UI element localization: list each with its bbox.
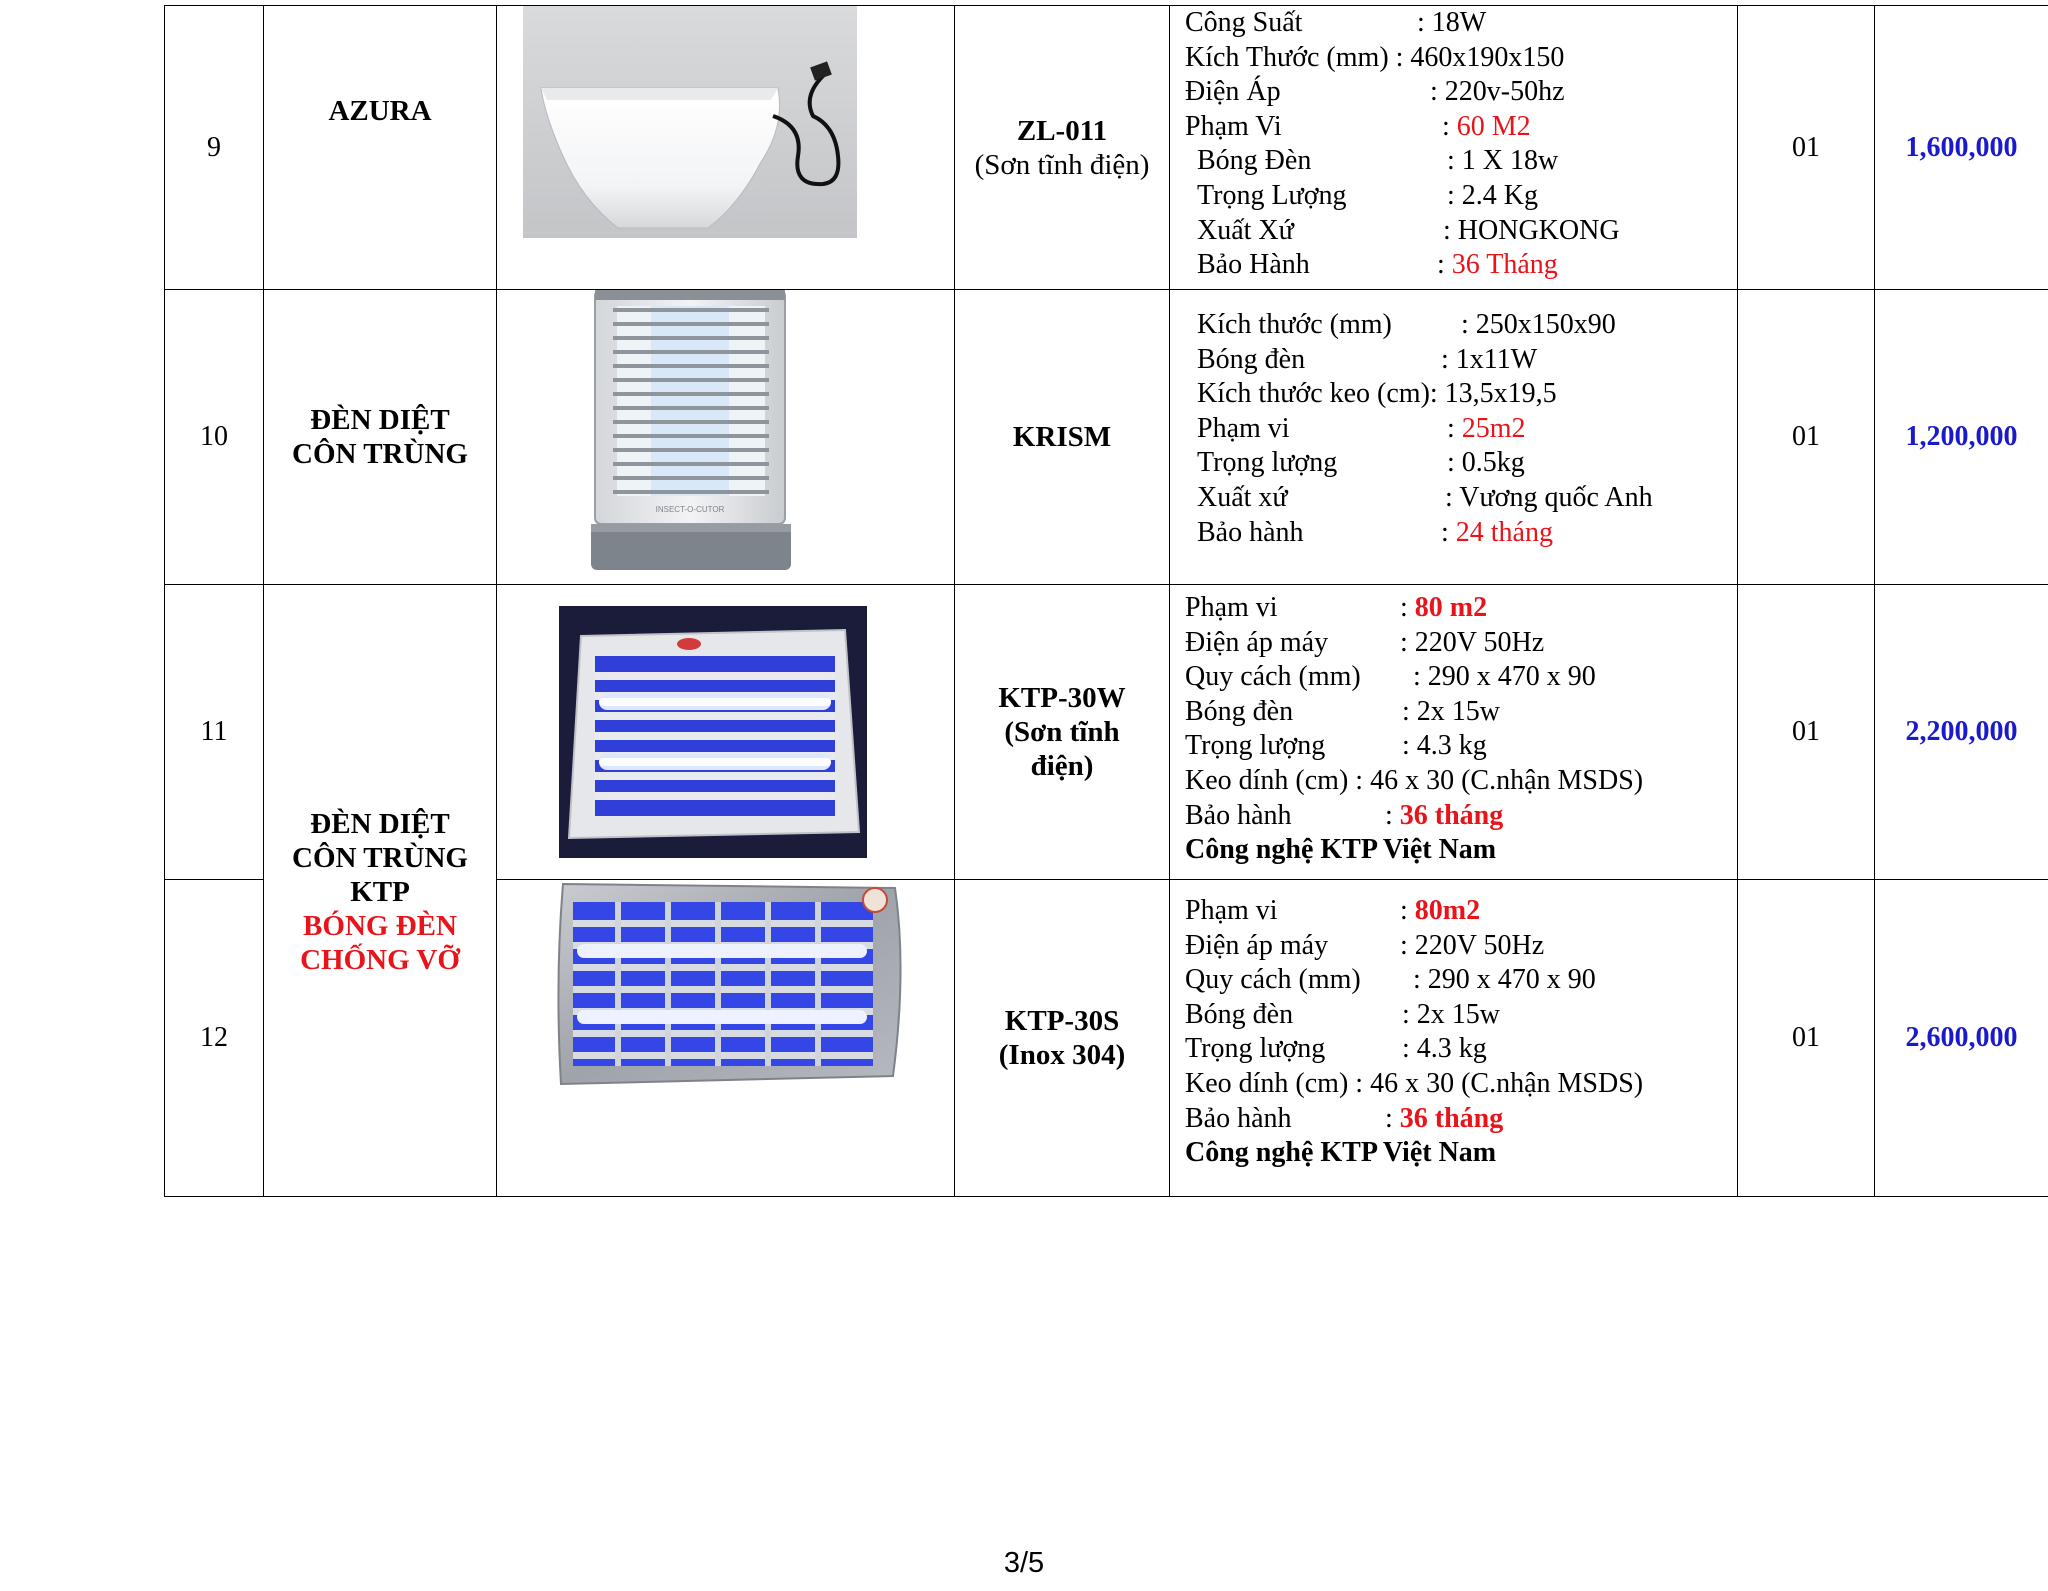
azura-lamp-image: [523, 6, 857, 238]
table-row: [165, 585, 2048, 880]
krism-brand-label: INSECT-O-CUTOR: [655, 505, 725, 514]
model-finish: (Sơn tĩnh điện): [974, 148, 1150, 181]
spec-line: Trọng lượng : 0.5kg: [1197, 447, 1525, 479]
spec-line: Keo dính (cm) : 46 x 30 (C.nhận MSDS): [1185, 1067, 1644, 1099]
model-code: KRISM: [955, 290, 1170, 585]
model-cell: [955, 585, 1170, 880]
price-cell: 1,200,000: [1875, 290, 2048, 585]
ktp-30w-lamp-image: [559, 606, 867, 858]
price-cell: 2,600,000: [1875, 880, 2048, 1197]
spec-line: Quy cách (mm) : 290 x 470 x 90: [1185, 661, 1596, 693]
spec-line: Xuất Xứ : HONGKONG: [1197, 214, 1620, 246]
spec-line: Công nghệ KTP Việt Nam: [1185, 834, 1497, 866]
ktp-30s-lamp-image: [555, 880, 911, 1092]
spec-cell: [1170, 880, 1738, 1197]
krism-lamp-image: [591, 290, 791, 580]
product-image-cell: [497, 880, 955, 1197]
product-name: [264, 290, 497, 585]
spec-line: Điện áp máy : 220V 50Hz: [1185, 929, 1545, 961]
spec-line: Trọng Lượng : 2.4 Kg: [1197, 179, 1538, 211]
spec-line: Keo dính (cm) : 46 x 30 (C.nhận MSDS): [1185, 764, 1644, 796]
row-number: 10: [165, 290, 264, 585]
spec-cell: [1170, 585, 1738, 880]
spec-line: Công nghệ KTP Việt Nam: [1185, 1137, 1497, 1169]
spec-line: Trọng lượng : 4.3 kg: [1185, 1033, 1487, 1065]
spec-cell: [1170, 6, 1738, 290]
product-image-cell: [497, 6, 955, 290]
spec-line: Kích Thước (mm) : 460x190x150: [1185, 41, 1565, 73]
spec-line: Bóng đèn : 1x11W: [1197, 343, 1538, 375]
model-code: ZL-011: [1016, 114, 1108, 147]
quantity-cell: 01: [1738, 290, 1875, 585]
spec-line: Kích thước keo (cm): 13,5x19,5: [1197, 378, 1557, 410]
product-image-cell: [497, 290, 955, 585]
spec-line: Bảo Hành : 36 Tháng: [1197, 249, 1558, 281]
spec-line: Phạm vi : 25m2: [1197, 412, 1526, 444]
spec-line: Bảo hành : 36 tháng: [1185, 799, 1504, 831]
spec-line: Bảo hành : 24 tháng: [1197, 516, 1553, 548]
spec-line: Phạm vi : 80 m2: [1185, 592, 1488, 623]
spec-line: Kích thước (mm) : 250x150x90: [1197, 309, 1616, 340]
price-table: [164, 5, 2048, 1197]
spec-line: Bóng đèn : 2x 15w: [1185, 998, 1500, 1030]
spec-line: Quy cách (mm) : 290 x 470 x 90: [1185, 964, 1596, 996]
spec-cell: [1170, 290, 1738, 585]
product-name-line: BÓNG ĐÈN: [303, 910, 457, 942]
product-name-line: KTP: [350, 876, 410, 908]
spec-line: Phạm vi : 80m2: [1185, 895, 1481, 926]
quantity-cell: 01: [1738, 585, 1875, 880]
price-cell: 1,600,000: [1875, 6, 2048, 290]
quantity-cell: 01: [1738, 880, 1875, 1197]
spec-line: Bóng đèn : 2x 15w: [1185, 695, 1500, 727]
spec-line: Xuất xứ : Vương quốc Anh: [1197, 481, 1653, 513]
product-name-line: CÔN TRÙNG: [292, 438, 468, 470]
model-cell: [955, 6, 1170, 290]
model-code: KTP-30S: [1004, 1005, 1120, 1037]
product-name-merged: [264, 585, 497, 1197]
table-row: [165, 290, 2048, 585]
price-cell: 2,200,000: [1875, 585, 2048, 880]
model-finish: điện): [1030, 750, 1094, 782]
model-code: KTP-30W: [998, 682, 1126, 714]
table-row: [165, 6, 2048, 290]
spec-line: Bóng Đèn : 1 X 18w: [1197, 145, 1559, 177]
product-name-line: ĐÈN DIỆT: [310, 404, 450, 436]
model-finish: (Sơn tĩnh: [1004, 716, 1120, 748]
product-name: [264, 6, 497, 290]
spec-line: Trọng lượng : 4.3 kg: [1185, 730, 1487, 762]
spec-line: Điện Áp : 220v-50hz: [1185, 76, 1565, 108]
product-name-line: CÔN TRÙNG: [292, 842, 468, 874]
spec-line: Công Suất : 18W: [1185, 7, 1487, 38]
spec-line: Bảo hành : 36 tháng: [1185, 1102, 1504, 1134]
row-number: 9: [165, 6, 264, 290]
quantity-cell: 01: [1738, 6, 1875, 290]
model-cell: [955, 880, 1170, 1197]
product-name-line: CHỐNG VỠ: [300, 944, 460, 976]
product-name-line: AZURA: [328, 95, 432, 127]
model-finish: (Inox 304): [998, 1039, 1126, 1071]
spec-line: Điện áp máy : 220V 50Hz: [1185, 626, 1545, 658]
spec-line: Phạm Vi : 60 M2: [1185, 110, 1531, 142]
product-image-cell: [497, 585, 955, 880]
row-number: 11: [165, 585, 264, 880]
row-number: 12: [165, 880, 264, 1197]
product-name-line: ĐÈN DIỆT: [310, 808, 450, 840]
page-number: 3/5: [1003, 1547, 1045, 1579]
